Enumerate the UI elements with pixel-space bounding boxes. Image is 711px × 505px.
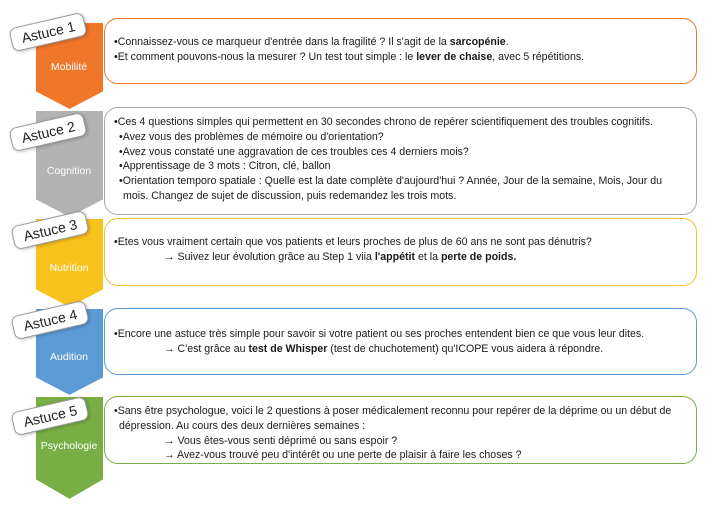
card-astuce-1 — [104, 18, 697, 84]
card-astuce-2 — [104, 107, 697, 215]
card1-line2: •Et comment pouvons-nous la mesurer ? Un test tout simple : le lever de chaise, avec 5 répétitions. — [114, 50, 585, 63]
label-audition: Audition — [50, 351, 88, 363]
tag-astuce-1: Astuce 1 — [8, 12, 88, 53]
tag-astuce-4: Astuce 4 — [10, 300, 90, 341]
label-cognition: Cognition — [46, 165, 92, 177]
card4-line2: → C'est grâce au test de Whisper (test de chuchotement) qu'ICOPE vous aidera à répondre. — [164, 342, 604, 355]
label-psychologie: Psychologie — [40, 440, 98, 452]
label-mobilite: Mobilité — [50, 61, 88, 73]
card4-line1: •Encore une astuce très simple pour savoir si votre patient ou ses proches entendent bien ce que vous leur dites. — [114, 328, 645, 340]
card5-line2: dépression. Au cours des deux dernières semaines : — [119, 419, 366, 432]
card2-line6: mois. Changez de sujet de discussion, puis redemandez les trois mots. — [123, 189, 457, 202]
card2-line3: •Avez vous constaté une aggravation de ces troubles ces 4 derniers mois? — [119, 145, 469, 158]
card-astuce-3 — [104, 218, 697, 286]
tag-astuce-5: Astuce 5 — [10, 396, 90, 437]
card5-line4: → Avez-vous trouvé peu d'intérêt ou une perte de plaisir à faire les choses ? — [164, 449, 522, 462]
card2-line2: •Avez vous des problèmes de mémoire ou d'orientation? — [119, 130, 384, 143]
card5-line3: → Vous êtes-vous senti déprimé ou sans espoir ? — [164, 434, 398, 447]
card1-line1: •Connaissez-vous ce marqueur d'entrée dans la fragilité ? Il s'agit de la sarcopénie. — [114, 36, 509, 48]
card2-line5: •Orientation temporo spatiale : Quelle est la date complète d'aujourd'hui ? Année, Jour de la semaine, Mois, Jour du — [119, 175, 663, 188]
card2-line1: •Ces 4 questions simples qui permettent en 30 secondes chrono de repérer scientifiquement des troubles cognitifs. — [114, 116, 653, 128]
card5-line1: •Sans être psychologue, voici le 2 questions à poser médicalement reconnu pour repérer de la déprime ou un début de — [114, 405, 672, 417]
tag-astuce-2: Astuce 2 — [8, 112, 88, 153]
card-astuce-4 — [104, 308, 697, 375]
label-nutrition: Nutrition — [49, 262, 89, 274]
card3-line2: → Suivez leur évolution grâce au Step 1 viia l'appétit et la perte de poids. — [164, 250, 517, 263]
card3-line1: •Etes vous vraiment certain que vos patients et leurs proches de plus de 60 ans ne sont pas dénutris? — [114, 236, 592, 248]
tag-astuce-3: Astuce 3 — [10, 210, 90, 251]
card-astuce-5 — [104, 396, 697, 464]
card2-line4: •Apprentissage de 3 mots : Citron, clé, ballon — [119, 160, 331, 173]
